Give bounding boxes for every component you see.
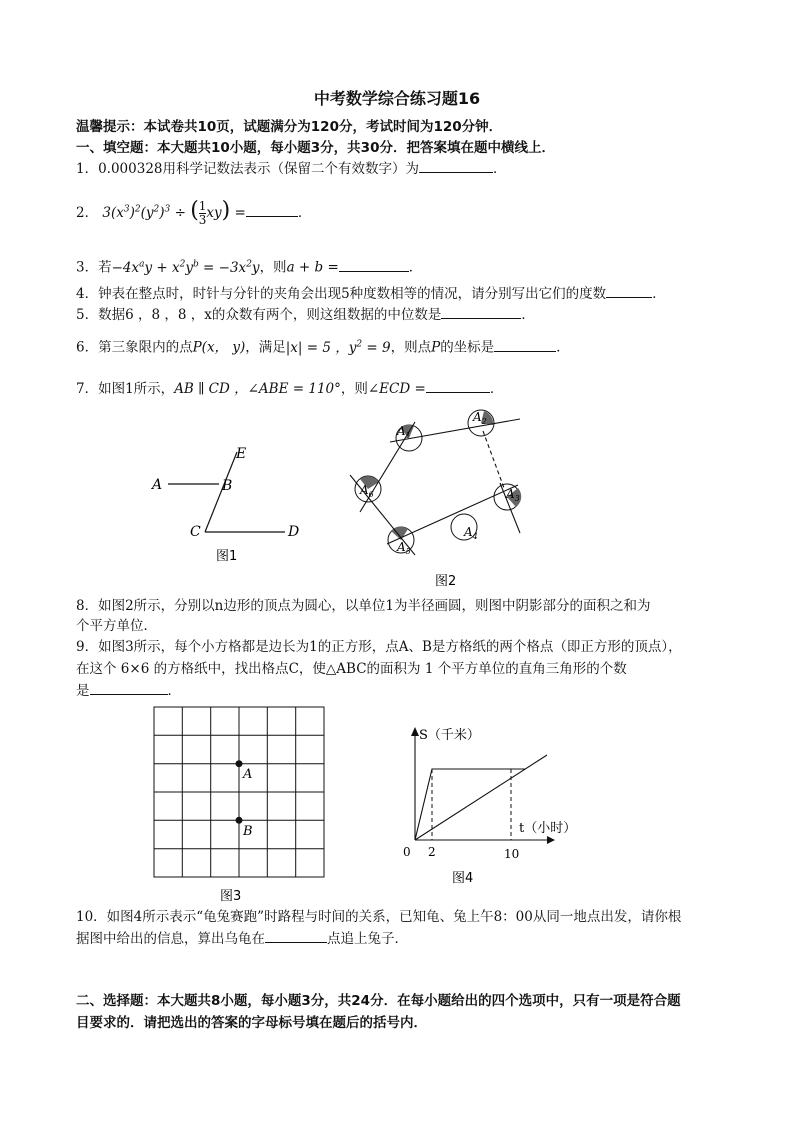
- question-5: 5．数据6 ，8 ，8 ，x的众数有两个，则这组数据的中位数是 ．: [76, 307, 535, 323]
- label-a3: $A_3$: [506, 487, 520, 503]
- answer-blank-2: [246, 204, 298, 217]
- answer-blank-4: [606, 285, 652, 298]
- point-b: [236, 817, 243, 824]
- fig1-caption: 图1: [216, 549, 238, 564]
- q3-prefix: 3．若: [76, 259, 112, 276]
- label-b: B: [243, 824, 253, 839]
- y-axis-arrow: [411, 727, 419, 736]
- q2-prefix: 2．: [76, 205, 99, 221]
- answer-blank-9: [90, 682, 168, 695]
- figure-1: [140, 440, 320, 570]
- label-a1: $A_1$: [397, 424, 411, 440]
- section2-header-line-2: 目要求的．请把选出的答案的字母标号填在题后的括号内．: [76, 1015, 427, 1031]
- x-axis-label: t（小时）: [519, 821, 577, 836]
- answer-blank-5: [441, 306, 521, 319]
- page-title: 中考数学综合练习题16: [313, 89, 481, 108]
- question-4: 4．钟表在整点时，时针与分针的夹角会出现5种度数相等的情况，请分别写出它们的度数 ．: [76, 286, 666, 302]
- label-a5: $A_5$: [397, 540, 411, 556]
- q5-text: 5．数据6 ，8 ，8 ，x的众数有两个，则这组数据的中位数是: [76, 307, 442, 323]
- label-c: C: [190, 524, 201, 540]
- figure-4: [385, 722, 577, 892]
- tick-10: 10: [504, 847, 520, 861]
- q1-text: 1．0.000328用科学记数法表示（保留二个有效数字）为: [76, 161, 420, 177]
- question-10-line-2: [76, 930, 408, 948]
- q7-text-b: ，则: [340, 381, 368, 397]
- fig4-caption: 图4: [452, 871, 474, 886]
- question-8-line-2: 个平方单位．: [76, 618, 157, 634]
- q6-text-d: 的坐标是: [440, 339, 495, 356]
- q6-text-a: 6．第三象限内的点: [76, 339, 193, 356]
- answer-blank-6: [494, 339, 556, 352]
- q3-formula: $-4x^ay + x^2y^b = -3x^2y$: [111, 259, 260, 276]
- q7-text-a: 7．如图1所示，: [76, 381, 175, 397]
- answer-blank-7: [426, 380, 490, 393]
- figure-3: [150, 705, 330, 905]
- figure-2: [340, 400, 540, 595]
- x-axis-arrow: [547, 836, 555, 844]
- question-6: 6．第三象限内的点P(x， y)，满足|x| = 5 ，$y^2 = 9$，则点P的坐标是 ．: [76, 339, 570, 356]
- label-a4: $A_4$: [464, 525, 478, 541]
- q6-text-b: ，满足: [245, 339, 286, 356]
- q3-mid: ，则: [259, 259, 287, 276]
- label-e: E: [236, 446, 247, 462]
- answer-blank-3: [339, 259, 409, 272]
- fig2-caption: 图2: [435, 574, 457, 589]
- question-9-line-1: 9．如图3所示，每个小方格都是边长为1的正方形，点A、B是方格纸的两个格点（即正方形的顶点），: [76, 639, 682, 655]
- label-b: B: [222, 478, 233, 494]
- fig3-caption: 图3: [220, 889, 242, 904]
- answer-blank-1: [419, 160, 493, 173]
- section2-header-line-1: 二、选择题：本大题共8小题，每小题3分，共24分．在每小题给出的四个选项中，只有一项是符合题: [76, 993, 681, 1009]
- question-1: 1．0.000328用科学记数法表示（保留二个有效数字）为 ．: [76, 161, 507, 177]
- grid: [154, 707, 324, 877]
- q6-text-c: ，则点: [390, 339, 432, 356]
- label-a: A: [152, 477, 163, 493]
- question-10-line-1: 10．如图4所示表示“龟兔赛跑”时路程与时间的关系，已知龟、兔上午8：00从同一地点出发，请你根: [76, 909, 682, 925]
- answer-blank-10: [265, 930, 327, 943]
- q9-text-3: 是: [76, 683, 90, 699]
- tip-text: 温馨提示：本试卷共10页，试题满分为120分，考试时间为120分钟．: [76, 119, 503, 135]
- question-3: 3．若$-4x^ay + x^2y^b = -3x^2y$，则a + b = ．: [76, 259, 423, 276]
- question-9-line-2: 在这个 6×6 的方格纸中，找出格点C，使△ABC的面积为 1 个平方单位的直角三角形的个数: [76, 661, 627, 677]
- section1-header: 一、填空题：本大题共10小题，每小题3分，共30分．把答案填在题中横线上．: [76, 140, 555, 156]
- origin-label: 0: [403, 845, 411, 859]
- label-a: A: [243, 767, 253, 782]
- y-axis-label: S（千米）: [419, 728, 480, 743]
- point-a: [236, 760, 243, 767]
- q4-text: 4．钟表在整点时，时针与分针的夹角会出现5种度数相等的情况，请分别写出它们的度数: [76, 286, 607, 302]
- question-9-line-3: 是 ．: [76, 683, 181, 699]
- q10-text-a: 据图中给出的信息，算出乌龟在: [76, 931, 265, 947]
- question-7: 7．如图1所示，AB ∥ CD ，∠ABE = 110°，则∠ECD = ．: [76, 381, 504, 397]
- label-a6: $A_6$: [360, 483, 374, 499]
- question-8-line-1: 8．如图2所示，分别以n边形的顶点为圆心，以单位1为半径画圆，则图中阴影部分的面积之和为: [76, 598, 651, 614]
- tick-2: 2: [428, 845, 436, 859]
- side-a2-a3-dashed: [483, 431, 504, 488]
- q2-formula: $3(x^3)^2(y^2)^3$ ÷ ( $\frac{1}{3}$ xy) =: [102, 198, 246, 227]
- label-a2: $A_2$: [473, 410, 487, 426]
- label-d: D: [288, 524, 300, 540]
- side-a5-a3: [387, 485, 518, 544]
- q10-text-b: 点追上兔子．: [327, 931, 408, 947]
- question-2: 2． $3(x^3)^2(y^2)^3$ ÷ ( $\frac{1}{3}$ xy) = ．: [76, 198, 312, 227]
